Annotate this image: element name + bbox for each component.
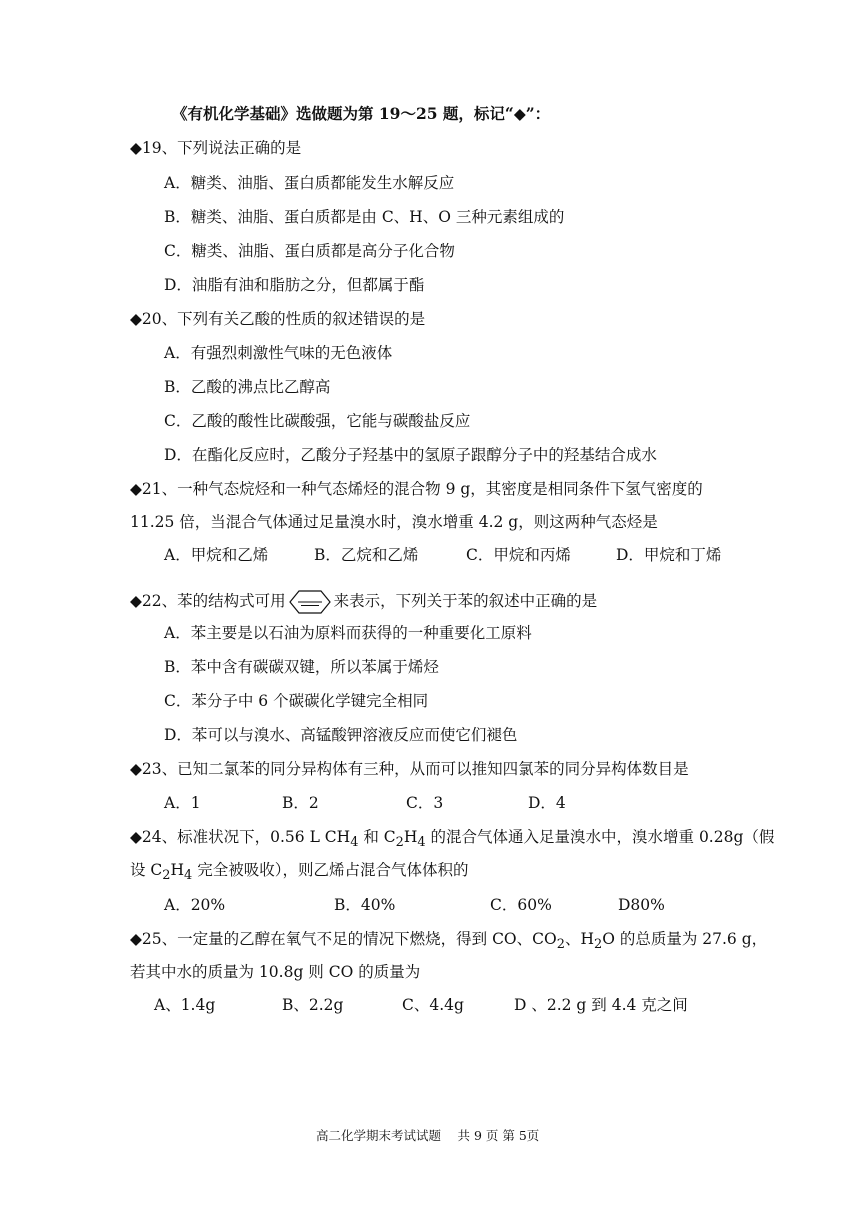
question-19-option-d: D．油脂有油和脂肪之分，但都属于酯 xyxy=(164,276,425,294)
question-24-stem-line1 xyxy=(130,826,774,854)
q24-text-e: 设 C xyxy=(130,861,163,879)
q25-text-a: ◆25、一定量的乙醇在氧气不足的情况下燃烧，得到 CO、CO xyxy=(130,930,557,948)
question-19-option-a: A．糖类、油脂、蛋白质都能发生水解反应 xyxy=(164,174,455,192)
question-19-option-c: C．糖类、油脂、蛋白质都是高分子化合物 xyxy=(164,242,455,260)
q24-subscript: 4 xyxy=(184,868,193,884)
q24-text-c: H xyxy=(403,828,418,846)
question-23-option-d: D．4 xyxy=(528,794,566,812)
q25-subscript: 2 xyxy=(593,937,603,953)
question-24-option-b: B．40% xyxy=(334,896,396,914)
question-23-options xyxy=(164,792,664,814)
q24-text-b: 和 C xyxy=(358,828,396,846)
q24-text-a: ◆24、标准状况下，0.56 L CH xyxy=(130,828,351,846)
q24-subscript: 4 xyxy=(417,835,426,851)
question-24-options xyxy=(164,894,724,916)
q24-text-f: H xyxy=(170,861,185,879)
q24-subscript: 2 xyxy=(162,868,171,884)
question-22-stem-after: 来表示，下列关于苯的叙述中正确的是 xyxy=(333,592,598,610)
question-25-option-d: D 、2.2 g 到 4.4 克之间 xyxy=(514,996,688,1014)
question-24-stem-line2 xyxy=(130,859,468,887)
q25-subscript: 2 xyxy=(556,937,565,953)
question-20-option-d: D．在酯化反应时，乙酸分子羟基中的氢原子跟醇分子中的羟基结合成水 xyxy=(164,446,657,464)
question-22-stem-before: ◆22、苯的结构式可用 xyxy=(130,592,286,610)
q24-text-d: 的混合气体通入足量溴水中，溴水增重 0.28g（假 xyxy=(425,828,775,846)
question-22-stem xyxy=(130,589,597,615)
question-20-option-a: A．有强烈刺激性气味的无色液体 xyxy=(164,344,393,362)
q24-subscript: 4 xyxy=(350,835,359,851)
question-25-option-c: C、4.4g xyxy=(402,996,464,1014)
question-23-option-a: A．1 xyxy=(164,794,201,812)
q25-text-b: 、H xyxy=(564,930,594,948)
question-24-option-c: C．60% xyxy=(490,896,552,914)
question-19-option-b: B．糖类、油脂、蛋白质都是由 C、H、O 三种元素组成的 xyxy=(164,208,565,226)
question-24-option-d: D80% xyxy=(618,896,665,914)
question-21-option-c: C．甲烷和丙烯 xyxy=(466,546,571,564)
question-21-stem-line2: 11.25 倍，当混合气体通过足量溴水时，溴水增重 4.2 g，则这两种气态烃是 xyxy=(130,513,658,531)
q25-text-c: O 的总质量为 27.6 g， xyxy=(602,930,768,948)
question-22-option-b: B．苯中含有碳碳双键，所以苯属于烯烃 xyxy=(164,658,439,676)
question-21-stem-line1: ◆21、一种气态烷烃和一种气态烯烃的混合物 9 g，其密度是相同条件下氢气密度的 xyxy=(130,480,703,498)
question-25-stem-line1 xyxy=(130,928,767,956)
benzene-structure-icon xyxy=(288,589,332,615)
q24-subscript: 2 xyxy=(395,835,404,851)
question-25-option-a: A、1.4g xyxy=(154,996,216,1014)
question-21-option-b: B．乙烷和乙烯 xyxy=(314,546,419,564)
question-23-option-c: C．3 xyxy=(406,794,444,812)
question-24-option-a: A．20% xyxy=(164,896,226,914)
q24-text-g: 完全被吸收），则乙烯占混合气体体积的 xyxy=(192,861,469,879)
question-21-option-a: A．甲烷和乙烯 xyxy=(164,546,269,564)
question-20-option-b: B．乙酸的沸点比乙醇高 xyxy=(164,378,331,396)
question-23-option-b: B．2 xyxy=(282,794,319,812)
question-20-option-c: C．乙酸的酸性比碳酸强，它能与碳酸盐反应 xyxy=(164,412,471,430)
question-21-options xyxy=(164,544,784,566)
question-22-option-c: C．苯分子中 6 个碳碳化学键完全相同 xyxy=(164,692,429,710)
question-21-option-d: D．甲烷和丁烯 xyxy=(616,546,722,564)
question-19-stem: ◆19、下列说法正确的是 xyxy=(130,139,302,157)
question-25-options xyxy=(154,994,754,1016)
section-header: 《有机化学基础》选做题为第 19～25 题，标记“◆”： xyxy=(172,104,551,123)
question-20-stem: ◆20、下列有关乙酸的性质的叙述错误的是 xyxy=(130,310,426,328)
page-footer: 高二化学期末考试试题 共 9 页 第 5页 xyxy=(316,1128,540,1143)
question-25-stem-line2: 若其中水的质量为 10.8g 则 CO 的质量为 xyxy=(130,963,421,981)
question-22-option-d: D．苯可以与溴水、高锰酸钾溶液反应而使它们褪色 xyxy=(164,726,518,744)
question-22-option-a: A．苯主要是以石油为原料而获得的一种重要化工原料 xyxy=(164,624,532,642)
question-25-option-b: B、2.2g xyxy=(282,996,344,1014)
question-23-stem: ◆23、已知二氯苯的同分异构体有三种，从而可以推知四氯苯的同分异构体数目是 xyxy=(130,760,689,778)
